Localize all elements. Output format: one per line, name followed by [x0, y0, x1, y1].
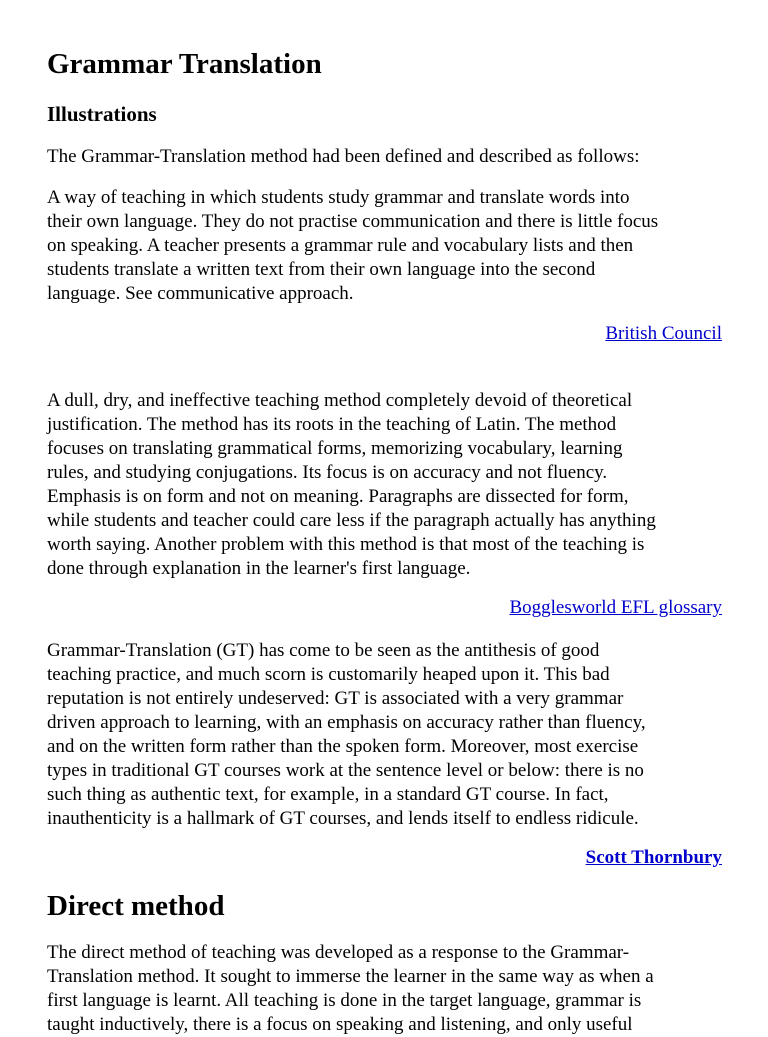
british-council-link[interactable]: British Council [605, 323, 722, 344]
subheading-illustrations: Illustrations [47, 102, 157, 126]
text-line: their own language. They do not practise communication and there is little focus [47, 211, 659, 232]
text-line: students translate a written text from their own language into the second [47, 259, 596, 280]
quote-british-council [47, 186, 722, 306]
text-line: done through explanation in the learner's first language. [47, 558, 471, 579]
heading-direct-method: Direct method [47, 890, 225, 922]
text-line: Emphasis is on form and not on meaning. Paragraphs are dissected for form, [47, 486, 629, 507]
text-line: taught inductively, there is a focus on speaking and listening, and only useful [47, 1014, 633, 1035]
text-line: focuses on translating grammatical forms, memorizing vocabulary, learning [47, 438, 623, 459]
text-line: while students and teacher could care less if the paragraph actually has anything [47, 510, 656, 531]
direct-method-paragraph [47, 941, 722, 1037]
text-line: and on the written form rather than the spoken form. Moreover, most exercise [47, 736, 639, 757]
text-line: teaching practice, and much scorn is customarily heaped upon it. This bad [47, 664, 610, 685]
quote-scott-thornbury [47, 639, 722, 831]
text-line: types in traditional GT courses work at the sentence level or below: there is no [47, 760, 644, 781]
source-british-council [47, 322, 722, 346]
text-line: Grammar-Translation (GT) has come to be seen as the antithesis of good [47, 640, 600, 661]
text-line: on speaking. A teacher presents a grammar rule and vocabulary lists and then [47, 235, 634, 256]
heading-grammar-translation: Grammar Translation [47, 48, 322, 80]
text-line: inauthenticity is a hallmark of GT courses, and lends itself to endless ridicule. [47, 808, 639, 829]
quote-bogglesworld [47, 389, 722, 581]
text-line: worth saying. Another problem with this method is that most of the teaching is [47, 534, 645, 555]
source-bogglesworld [47, 596, 722, 620]
text-line: The direct method of teaching was developed as a response to the Grammar- [47, 942, 630, 963]
scott-thornbury-link[interactable]: Scott Thornbury [585, 847, 722, 868]
text-line: driven approach to learning, with an emphasis on accuracy rather than fluency, [47, 712, 646, 733]
text-line: A way of teaching in which students study grammar and translate words into [47, 187, 630, 208]
intro-paragraph: The Grammar-Translation method had been defined and described as follows: [47, 146, 640, 167]
text-line: rules, and studying conjugations. Its focus is on accuracy and not fluency. [47, 462, 608, 483]
bogglesworld-glossary-link[interactable]: Bogglesworld EFL glossary [509, 597, 722, 618]
source-scott-thornbury [47, 846, 722, 870]
text-line: A dull, dry, and ineffective teaching method completely devoid of theoretical [47, 390, 633, 411]
text-line: justification. The method has its roots in the teaching of Latin. The method [47, 414, 617, 435]
text-line: language. See communicative approach. [47, 283, 354, 304]
text-line: reputation is not entirely undeserved: GT is associated with a very grammar [47, 688, 624, 709]
text-line: first language is learnt. All teaching is done in the target language, grammar is [47, 990, 642, 1011]
text-line: such thing as authentic text, for example, in a standard GT course. In fact, [47, 784, 609, 805]
text-line: Translation method. It sought to immerse the learner in the same way as when a [47, 966, 654, 987]
